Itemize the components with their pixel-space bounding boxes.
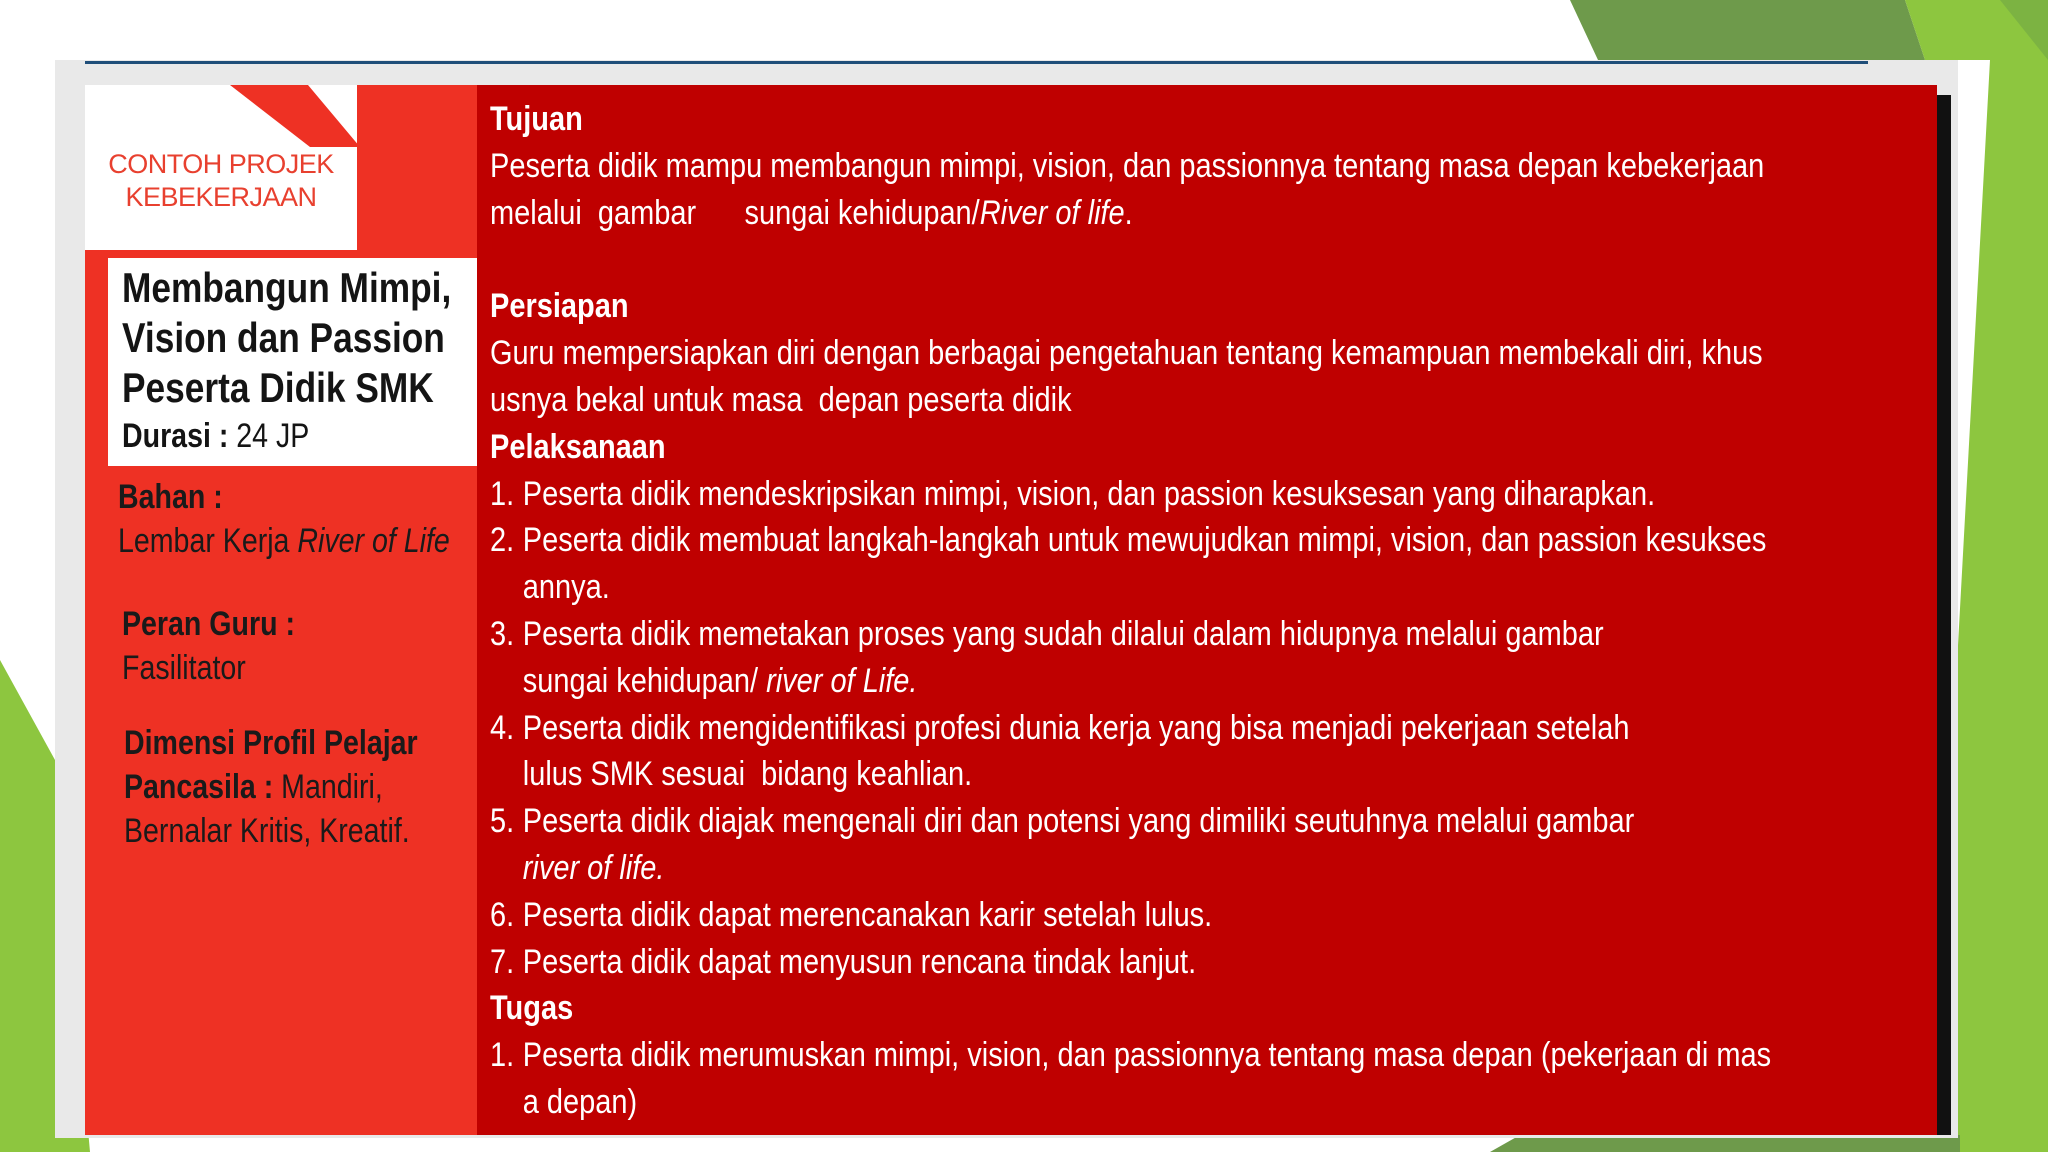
list-number: 1. <box>490 1036 515 1075</box>
content-panel <box>490 96 1771 1126</box>
durasi <box>122 414 309 458</box>
list-number: 7. <box>490 942 515 981</box>
tujuan-line-2-end: . <box>1124 193 1133 232</box>
peran-value: Fasilitator <box>122 649 246 687</box>
tujuan-line-2-italic: River of life <box>979 193 1125 232</box>
list-text-cont-italic: river of Life. <box>766 661 918 700</box>
list-text-cont <box>523 658 1771 705</box>
tugas-heading: Tugas <box>490 989 574 1028</box>
list-item <box>490 1032 1771 1126</box>
bahan-label: Bahan : <box>118 478 223 516</box>
header-label <box>85 148 357 214</box>
durasi-label: Durasi : <box>122 417 229 455</box>
dimensi-label-line2: Pancasila : <box>124 768 274 806</box>
list-item <box>490 611 1771 705</box>
list-item <box>490 939 1771 986</box>
list-number: 1. <box>490 474 515 513</box>
header-label-line2: KEBEKERJAAN <box>125 182 317 212</box>
peran-label: Peran Guru : <box>122 605 295 643</box>
list-text-cont: lulus SMK sesuai bidang keahlian. <box>522 755 973 794</box>
tujuan-heading: Tujuan <box>490 100 583 138</box>
list-number: 4. <box>490 708 515 747</box>
list-number: 3. <box>490 614 515 653</box>
persiapan-line-2: usnya bekal untuk masa depan peserta didik <box>490 380 1072 419</box>
bahan-value <box>118 519 450 563</box>
list-text: Peserta didik diajak mengenali diri dan potensi yang dimiliki seutuhnya melalui gambar <box>522 802 1635 841</box>
dimensi-block <box>124 721 418 853</box>
header-ribbon <box>230 85 360 147</box>
tujuan-line-2 <box>490 190 1771 237</box>
list-number: 5. <box>490 802 515 841</box>
tujuan-line-1: Peserta didik mampu membangun mimpi, vision, dan passionnya tentang masa depan kebekerjaan <box>490 146 1765 185</box>
bahan-value-italic: River of Life <box>297 522 450 560</box>
list-text: Peserta didik dapat merencanakan karir setelah lulus. <box>522 895 1213 934</box>
list-text-cont: annya. <box>522 568 610 607</box>
dimensi-line2 <box>124 765 418 809</box>
right-panel-edge <box>1937 95 1951 1135</box>
pelaksanaan-heading: Pelaksanaan <box>490 427 666 466</box>
top-rule <box>85 61 1868 64</box>
list-item <box>490 471 1771 518</box>
header-label-line1: CONTOH PROJEK <box>108 149 334 179</box>
list-item <box>490 705 1771 799</box>
list-text: Peserta didik membuat langkah-langkah untuk mewujudkan mimpi, vision, dan passion kesukses <box>522 521 1767 560</box>
list-text: Peserta didik mendeskripsikan mimpi, vision, dan passion kesuksesan yang diharapkan. <box>522 474 1656 513</box>
dimensi-value-line1: Mandiri, <box>281 768 383 806</box>
project-title <box>122 263 451 413</box>
persiapan-line-1: Guru mempersiapkan diri dengan berbagai pengetahuan tentang kemampuan membekali diri, khus <box>490 334 1763 373</box>
list-number: 6. <box>490 895 515 934</box>
title-line-2: Vision dan Passion <box>122 314 445 361</box>
list-item <box>490 892 1771 939</box>
list-text: Peserta didik merumuskan mimpi, vision, dan passionnya tentang masa depan (pekerjaan di mas <box>522 1036 1772 1075</box>
list-number: 2. <box>490 521 515 560</box>
list-item <box>490 517 1771 611</box>
dimensi-value-line2: Bernalar Kritis, Kreatif. <box>124 812 410 850</box>
title-line-1: Membangun Mimpi, <box>122 264 452 311</box>
list-text: Peserta didik dapat menyusun rencana tindak lanjut. <box>522 942 1197 981</box>
durasi-value: 24 JP <box>236 417 310 455</box>
list-text-cont-italic: river of life. <box>522 848 665 887</box>
list-text-cont-plain: sungai kehidupan/ <box>522 661 767 700</box>
list-item <box>490 798 1771 892</box>
list-text-cont: a depan) <box>522 1082 638 1121</box>
persiapan-heading: Persiapan <box>490 287 629 326</box>
title-line-3: Peserta Didik SMK <box>122 364 434 411</box>
tujuan-line-2-text: melalui gambar sungai kehidupan/ <box>490 193 980 232</box>
bahan-value-text: Lembar Kerja <box>118 522 290 560</box>
bahan-block <box>118 475 450 563</box>
list-text: Peserta didik mengidentifikasi profesi dunia kerja yang bisa menjadi pekerjaan setelah <box>522 708 1630 747</box>
peran-block <box>122 602 295 690</box>
list-text: Peserta didik memetakan proses yang sudah dilalui dalam hidupnya melalui gambar <box>522 614 1604 653</box>
dimensi-label-line1: Dimensi Profil Pelajar <box>124 724 418 762</box>
